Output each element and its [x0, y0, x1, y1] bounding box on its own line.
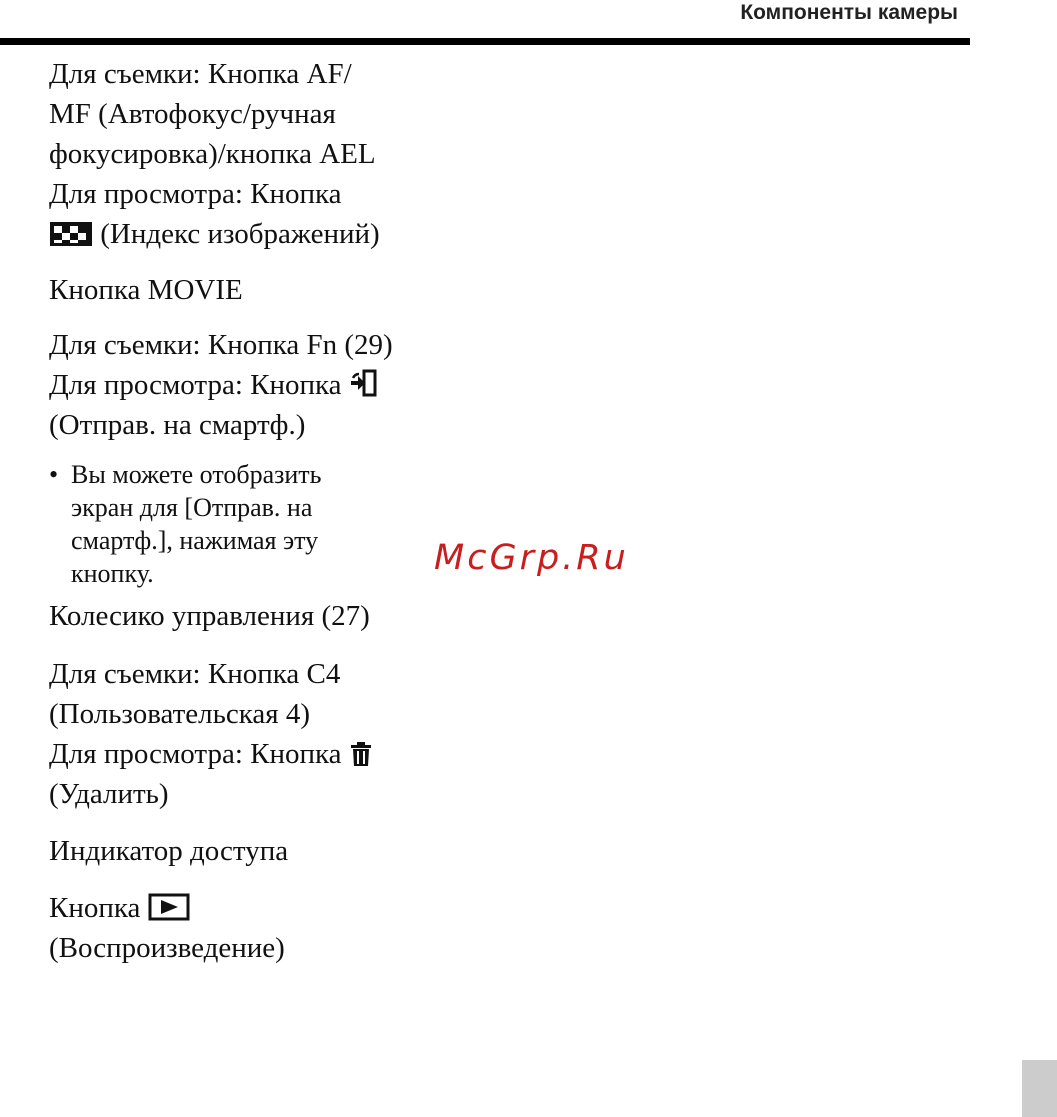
playback-label: Кнопка [49, 892, 141, 924]
send-to-smartphone-icon [349, 368, 379, 398]
entry-control-wheel [49, 596, 469, 636]
entry-af-mf-button [49, 54, 469, 254]
entry-line: (Пользовательская 4) [49, 698, 311, 730]
image-index-icon [49, 221, 93, 247]
entry-line [49, 365, 469, 405]
entry-line: фокусировка)/кнопка AEL [49, 138, 376, 170]
entry-line: Колесико управления (27) [49, 600, 370, 632]
entry-access-lamp [49, 831, 469, 871]
page-edge-tab [1022, 1060, 1057, 1117]
entry-line [49, 734, 469, 774]
entry-line: (Удалить) [49, 778, 169, 810]
image-index-label: (Индекс изображений) [100, 218, 380, 250]
c4-playback-label: Для просмотра: Кнопка [49, 738, 342, 770]
note-bullet [49, 458, 469, 590]
entry-line: Для съемки: Кнопка AF/ [49, 58, 352, 90]
entry-line: (Воспроизведение) [49, 932, 285, 964]
entry-fn-button [49, 325, 469, 445]
fn-playback-label: Для просмотра: Кнопка [49, 369, 342, 401]
entry-line: (Отправ. на смартф.) [49, 409, 306, 441]
header-rule [0, 38, 970, 45]
entry-line: MF (Автофокус/ручная [49, 98, 336, 130]
playback-icon [148, 893, 190, 921]
header-title: Компоненты камеры [740, 1, 958, 24]
note-line: смартф.], нажимая эту [71, 526, 319, 555]
component-list [49, 54, 469, 968]
entry-line: Для просмотра: Кнопка [49, 178, 342, 210]
note-line: Вы можете отобразить [71, 460, 322, 489]
entry-line: Кнопка MOVIE [49, 274, 243, 306]
entry-line [49, 214, 469, 254]
entry-line: Индикатор доступа [49, 835, 289, 867]
entry-line [49, 888, 469, 928]
note-line: кнопку. [71, 559, 154, 588]
entry-playback-button [49, 888, 469, 968]
trash-icon [349, 741, 373, 767]
entry-movie-button [49, 270, 469, 310]
note-line: экран для [Отправ. на [71, 493, 313, 522]
watermark: McGrp.Ru [434, 538, 629, 578]
bullet-mark: • [49, 460, 59, 489]
entry-line: Для съемки: Кнопка Fn (29) [49, 329, 393, 361]
entry-c4-button [49, 654, 469, 814]
entry-line: Для съемки: Кнопка C4 [49, 658, 341, 690]
